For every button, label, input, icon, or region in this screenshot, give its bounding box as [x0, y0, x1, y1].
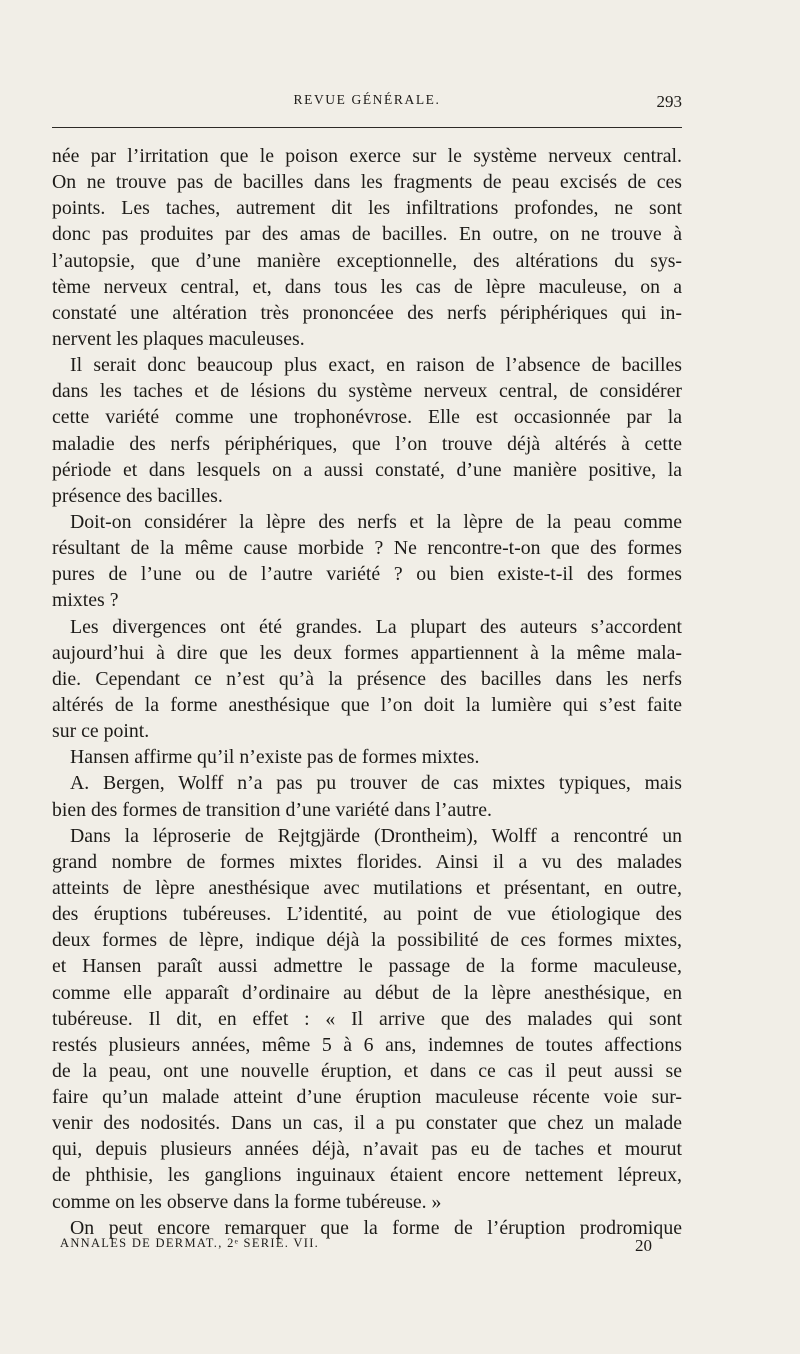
text-line: comme on les observe dans la forme tubéreuse. » [52, 1190, 442, 1213]
text-line: pures de l’une ou de l’autre variété ? ou bien existe-t-il des formes [52, 563, 682, 586]
signature-number: 20 [635, 1236, 652, 1255]
text-line: venir des nodosités. Dans un cas, il a pu constater que chez un malade [52, 1112, 682, 1135]
text-line: de la peau, ont une nouvelle éruption, et dans ce cas il peut aussi se [52, 1059, 682, 1082]
text-line: constaté une altération très prononcéee des nerfs périphériques qui in- [52, 301, 682, 324]
text-line: tème nerveux central, et, dans tous les cas de lèpre maculeuse, on a [52, 275, 682, 298]
text-line: bien des formes de transition d’une variété dans l’autre. [52, 798, 492, 821]
text-line: née par l’irritation que le poison exerce sur le système nerveux central. [52, 145, 682, 167]
text-line: qui, depuis plusieurs années déjà, n’avait pas eu de taches et mourut [52, 1138, 682, 1161]
text-line: présence des bacilles. [52, 484, 223, 507]
signature-mark: ANNALES DE DERMAT., 2ᵉ SERIE. VII. [60, 1236, 320, 1250]
text-line: On peut encore remarquer que la forme de l’éruption prodromique [70, 1216, 682, 1239]
text-line: restés plusieurs années, même 5 à 6 ans, indemnes de toutes affections [52, 1033, 682, 1056]
text-line: comme elle apparaît d’ordinaire au début de la lèpre anesthésique, en [52, 981, 682, 1004]
text-line: résultant de la même cause morbide ? Ne rencontre-t-on que des formes [52, 537, 682, 560]
text-line: et Hansen paraît aussi admettre le passage de la forme maculeuse, [52, 955, 682, 978]
text-line: atteints de lèpre anesthésique avec mutilations et présentant, en outre, [52, 876, 682, 899]
text-line: points. Les taches, autrement dit les infiltrations profondes, ne sont [52, 197, 682, 220]
text-line: période et dans lesquels on a aussi constaté, d’une manière positive, la [52, 458, 682, 481]
text-line: grand nombre de formes mixtes florides. Ainsi il a vu des malades [52, 850, 682, 873]
footer [52, 1236, 682, 1258]
page [52, 0, 682, 1354]
text-line: cette variété comme une trophonévrose. Elle est occasionnée par la [52, 406, 682, 429]
text-line: Les divergences ont été grandes. La plupart des auteurs s’accordent [70, 615, 682, 638]
text-line: Doit-on considérer la lèpre des nerfs et la lèpre de la peau comme [70, 510, 682, 533]
text-line: Dans la léproserie de Rejtgjärde (Drontheim), Wolff a rencontré un [70, 824, 682, 847]
text-line: faire qu’un malade atteint d’une éruption maculeuse récente voie sur- [52, 1086, 682, 1109]
text-line: deux formes de lèpre, indique déjà la possibilité de ces formes mixtes, [52, 929, 682, 952]
text-line: de phthisie, les ganglions inguinaux étaient encore nettement lépreux, [52, 1164, 682, 1187]
text-line: Il serait donc beaucoup plus exact, en raison de l’absence de bacilles [70, 354, 682, 377]
text-line: dans les taches et de lésions du système nerveux central, de considérer [52, 380, 682, 403]
article-body [52, 143, 682, 1241]
text-line: A. Bergen, Wolff n’a pas pu trouver de cas mixtes typiques, mais [70, 772, 682, 795]
text-line: nervent les plaques maculeuses. [52, 327, 305, 350]
text-line: sur ce point. [52, 720, 150, 743]
running-head [52, 92, 682, 116]
text-line: Hansen affirme qu’il n’existe pas de formes mixtes. [70, 746, 480, 769]
text-line: donc pas produites par des amas de bacilles. En outre, on ne trouve à [52, 223, 682, 246]
text-line: die. Cependant ce n’est qu’à la présence des bacilles dans les nerfs [52, 667, 682, 690]
running-title: REVUE GÉNÉRALE. [293, 92, 441, 107]
text-line: On ne trouve pas de bacilles dans les fragments de peau excisés de ces [52, 171, 682, 194]
header-rule [52, 127, 682, 128]
text-line: mixtes ? [52, 589, 119, 612]
page-number: 293 [656, 92, 682, 111]
text-line: tubéreuse. Il dit, en effet : « Il arrive que des malades qui sont [52, 1007, 682, 1030]
text-line: des éruptions tubéreuses. L’identité, au point de vue étiologique des [52, 903, 682, 926]
text-line: l’autopsie, que d’une manière exceptionnelle, des altérations du sys- [52, 249, 682, 272]
text-line: maladie des nerfs périphériques, que l’on trouve déjà altérés à cette [52, 432, 682, 455]
text-line: altérés de la forme anesthésique que l’on doit la lumière qui s’est faite [52, 693, 682, 716]
text-line: aujourd’hui à dire que les deux formes appartiennent à la même mala- [52, 641, 682, 664]
